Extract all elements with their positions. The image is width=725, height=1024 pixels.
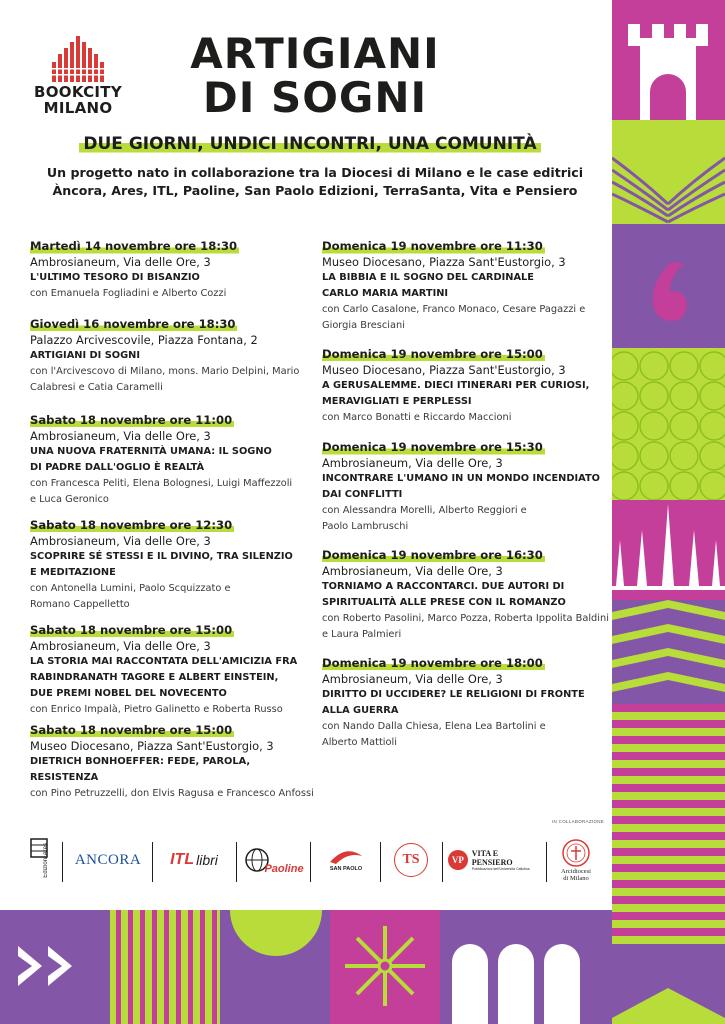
event-title: MERAVIGLIATI E PERPLESSI [322,396,472,407]
event-date: Domenica 19 novembre ore 16:30 [322,548,543,562]
title-line2: DI SOGNI [202,73,428,122]
event-place: Museo Diocesano, Piazza Sant'Eustorgio, 3 [322,363,566,377]
divider [152,842,153,882]
logo-text-line2: MILANO [43,99,113,117]
event-place: Museo Diocesano, Piazza Sant'Eustorgio, 3 [30,739,274,753]
open-book-block [612,120,725,234]
event-block [30,409,292,508]
event-speakers: con Marco Bonatti e Riccardo Maccioni [322,412,512,423]
decorative-sidebar [612,0,725,1024]
castle-tower-icon [612,0,725,120]
event-place: Ambrosianeum, Via delle Ore, 3 [30,255,211,269]
subtitle-text: DUE GIORNI, UNDICI INCONTRI, UNA COMUNITÀ [79,134,540,154]
arcidiocesi-logo: Arcidiocesi di Milano [550,832,602,888]
event-title: SCOPRIRE SÉ STESSI E IL DIVINO, TRA SILENZIO [30,551,293,562]
event-title: ARTIGIANI DI SOGNI [30,350,140,361]
event-title: TORNIAMO A RACCONTARCI. DUE AUTORI DI [322,581,565,592]
event-date: Martedì 14 novembre ore 18:30 [30,239,238,253]
quote-mark-icon [612,234,725,348]
event-speakers: con Antonella Lumini, Paolo Scquizzato e [30,583,231,594]
event-block [322,436,600,535]
event-speakers: con Nando Dalla Chiesa, Elena Lea Bartolini e [322,721,546,732]
event-place: Ambrosianeum, Via delle Ore, 3 [322,456,503,470]
open-book-icon [612,120,725,234]
divider [62,842,63,882]
event-speakers: con Pino Petruzzelli, don Elvis Ragusa e Francesco Anfossi [30,788,314,799]
event-block [30,619,297,718]
event-place: Ambrosianeum, Via delle Ore, 3 [30,429,211,443]
event-title: ALLA GUERRA [322,705,399,716]
terrasanta-logo: TS [386,836,436,884]
event-title: L'ULTIMO TESORO DI BISANZIO [30,272,200,283]
event-title: INCONTRARE L'UMANO IN UN MONDO INCENDIATO [322,473,600,484]
event-block [322,544,609,643]
ares-logo [24,836,54,884]
ancora-logo: ANCORA [74,851,142,868]
event-place: Museo Diocesano, Piazza Sant'Eustorgio, 3 [322,255,566,269]
circles-pattern-icon [612,348,725,500]
event-date: Sabato 18 novembre ore 12:30 [30,518,233,532]
event-title: LA STORIA MAI RACCONTATA DELL'AMICIZIA FRA [30,656,298,667]
event-title: RESISTENZA [30,772,99,783]
event-date: Domenica 19 novembre ore 11:30 [322,239,543,253]
intro-text [40,164,590,200]
sanpaolo-logo: SAN PAOLO [316,836,376,884]
event-speakers: con Carlo Casalone, Franco Monaco, Cesare Pagazzi e [322,304,586,315]
event-title: LA BIBBIA E IL SOGNO DEL CARDINALE [322,272,534,283]
event-date: Sabato 18 novembre ore 15:00 [30,723,233,737]
event-block [30,514,293,613]
event-speakers: e Luca Geronico [30,494,109,505]
bookcity-logo [28,36,128,126]
quote-mark-block [612,234,725,348]
event-date: Sabato 18 novembre ore 11:00 [30,413,233,427]
event-speakers: con Roberto Pasolini, Marco Pozza, Roberta Ippolita Baldini [322,613,609,624]
logo-text-line1: BOOKCITY [34,83,122,101]
intro-line2: Àncora, Ares, ITL, Paoline, San Paolo Edizioni, TerraSanta, Vita e Pensiero [52,183,578,198]
event-speakers: con Emanuela Fogliadini e Alberto Cozzi [30,288,227,299]
paoline-logo: Paoline [242,836,306,884]
event-date: Domenica 19 novembre ore 18:00 [322,656,543,670]
event-place: Ambrosianeum, Via delle Ore, 3 [30,639,211,653]
divider [236,842,237,882]
bottom-decorative-band [0,910,612,1024]
event-date: Domenica 19 novembre ore 15:30 [322,440,543,454]
ares-logo-text: Edizioni Ares [43,842,49,878]
event-title: DIETRICH BONHOEFFER: FEDE, PAROLA, [30,756,251,767]
event-title: A GERUSALEMME. DIECI ITINERARI PER CURIOSI, [322,380,590,391]
event-speakers: con Alessandra Morelli, Alberto Reggiori e [322,505,527,516]
event-title: CARLO MARIA MARTINI [322,288,449,299]
bookcity-skyline-icon [50,36,106,84]
cathedral-spires-icon [612,500,725,600]
event-block [322,652,585,751]
event-title: RABINDRANATH TAGORE E ALBERT EINSTEIN, [30,672,279,683]
collab-label: IN COLLABORAZIONE [552,819,605,824]
stripes-block [612,704,725,944]
event-title: DUE PREMI NOBEL DEL NOVECENTO [30,688,227,699]
divider [310,842,311,882]
chevrons-pattern-icon [612,600,725,704]
event-speakers: con l'Arcivescovo di Milano, mons. Mario Delpini, Mario [30,366,300,377]
event-date: Giovedì 16 novembre ore 18:30 [30,317,236,331]
title-line1: ARTIGIANI [190,29,440,78]
arrow-up-block [612,944,725,1024]
vita-e-pensiero-logo: VP VITA E PENSIERO Pubblicazioni dell'Università Cattolica [448,836,540,884]
event-title: E MEDITAZIONE [30,567,116,578]
bottom-band-graphics [0,910,612,1024]
event-place: Palazzo Arcivescovile, Piazza Fontana, 2 [30,333,258,347]
event-speakers: Romano Cappelletto [30,599,130,610]
cathedral-block [612,500,725,600]
event-title: SPIRITUALITÀ ALLE PRESE CON IL ROMANZO [322,597,566,608]
chevrons-block [612,600,725,704]
event-speakers: Paolo Lambruschi [322,521,409,532]
triangle-up-icon [612,944,725,1024]
event-title: DAI CONFLITTI [322,489,403,500]
event-title: DI PADRE DALL'OGLIO È REALTÀ [30,462,205,473]
intro-line1: Un progetto nato in collaborazione tra la Diocesi di Milano e le case editrici [46,165,584,180]
itl-libri-logo: ITL libri [170,851,218,868]
event-speakers: con Enrico Impalà, Pietro Galinetto e Roberta Russo [30,704,283,715]
diocese-seal-icon [561,838,591,868]
circles-block [612,348,725,500]
divider [380,842,381,882]
event-block [30,235,239,302]
sanpaolo-swoosh-icon [328,848,364,866]
event-date: Domenica 19 novembre ore 15:00 [322,347,543,361]
event-date: Sabato 18 novembre ore 15:00 [30,623,233,637]
event-speakers: con Francesca Peliti, Elena Bolognesi, Luigi Maffezzoli [30,478,293,489]
event-block [322,235,585,334]
event-speakers: Alberto Mattioli [322,737,397,748]
page-title [165,29,465,122]
event-block [322,343,589,426]
event-block [30,313,299,396]
divider [546,842,547,882]
event-place: Ambrosianeum, Via delle Ore, 3 [322,564,503,578]
divider [442,842,443,882]
event-block [30,719,314,802]
event-title: UNA NUOVA FRATERNITÀ UMANA: IL SOGNO [30,446,272,457]
event-place: Ambrosianeum, Via delle Ore, 3 [322,672,503,686]
event-speakers: e Laura Palmieri [322,629,402,640]
castle-tower-block [612,0,725,120]
event-speakers: Giorgia Bresciani [322,320,405,331]
subtitle [55,134,565,154]
event-title: DIRITTO DI UCCIDERE? LE RELIGIONI DI FRONTE [322,689,585,700]
event-place: Ambrosianeum, Via delle Ore, 3 [30,534,211,548]
event-speakers: Calabresi e Catia Caramelli [30,382,163,393]
